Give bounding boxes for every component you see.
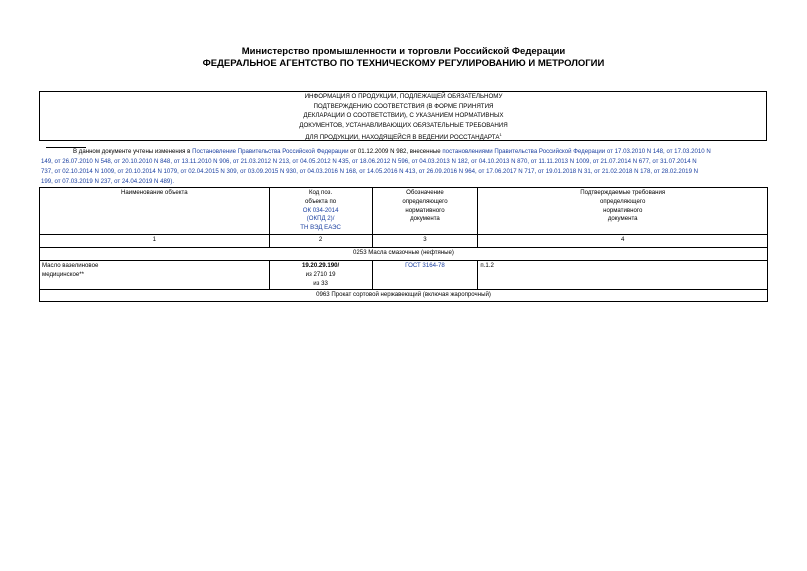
column-number: 2 xyxy=(269,235,372,248)
column-number: 4 xyxy=(478,235,768,248)
resolution-link[interactable]: Постановление Правительства Российской Федерации xyxy=(192,148,349,155)
header-document: Обозначение определяющего нормативного документа xyxy=(372,188,478,235)
info-line: ПОДТВЕРЖДЕНИЮ СООТВЕТСТВИЯ (В ФОРМЕ ПРИНЯТИЯ xyxy=(313,102,494,110)
section-row xyxy=(40,248,768,261)
okpd-link[interactable]: ОК 034-2014 xyxy=(302,206,339,214)
object-code: 19.20.29.190/ из 2710 19 из 33 xyxy=(269,261,372,290)
agency-title: ФЕДЕРАЛЬНОЕ АГЕНТСТВО ПО ТЕХНИЧЕСКОМУ РЕГУЛИРОВАНИЮ И МЕТРОЛОГИИ xyxy=(202,58,605,69)
info-line: ДЕКЛАРАЦИИ О СООТВЕТСТВИИ), С УКАЗАНИЕМ НОРМАТИВНЫХ xyxy=(303,112,504,120)
amendment-note: В данном документе учтены изменения в Постановление Правительства Российской Федерации от 01.12.2009 N 982, внесенные постановлениями Правительства Российской Федерации от 17.03.2010 N 148, от 17.03.2010 N 149, от 26.07.2010 N 548, от 20.10.2010 N 848, от 13.11.2010 N 906, от 21.03.2012 N 213, от 04.05.2012 N 435, от 18.06.2012 N 596, от 04.03.2013 N 182, от 04.10.2013 N 870, от 11.11.2013 N 1009, от 21.07.2014 N 677, от 31.07.2014 N 737, от 02.10.2014 N 1009, от 20.10.2014 N 1079, от 02.04.2015 N 309, от 03.09.2015 N 930, от 04.03.2016 N 168, от 14.05.2016 N 413, от 26.09.2016 N 964, от 17.06.2017 N 717, от 19.01.2018 N 31, от 21.02.2018 N 178, от 28.02.2019 N 199, от 07.03.2019 N 237, от 24.04.2019 N 489). xyxy=(41,147,768,187)
column-number-row xyxy=(40,235,768,248)
info-line: ДЛЯ ПРОДУКЦИИ, НАХОДЯЩЕЙСЯ В ВЕДЕНИИ РОССТАНДАРТА$^1$ xyxy=(305,132,502,142)
okpd2-link[interactable]: (ОКПД 2)/ xyxy=(306,215,335,223)
resolutions-link[interactable]: постановлениями Правительства Российской Федерации xyxy=(442,148,606,155)
header-code: Код поз. объекта по ОК 034-2014 (ОКПД 2)/ ТН ВЭД ЕАЭС xyxy=(269,188,372,235)
amendment-links-line[interactable]: 149, от 26.07.2010 N 548, от 20.10.2010 N 848, от 13.11.2010 N 906, от 21.03.2012 N 213, от 04.05.2012 N 435, от 18.06.2012 N 596, от 04.03.2013 N 182, от 04.10.2013 N 870, от 11.11.2013 N 1009, от 21.07.2014 N 677, от 31.07.2014 N xyxy=(41,158,697,165)
info-box-text xyxy=(0,92,807,143)
table-header-row xyxy=(40,188,768,235)
section-title: 0253 Масла смазочные (нефтяные) xyxy=(40,248,768,261)
section-row xyxy=(40,290,768,302)
column-number: 1 xyxy=(40,235,270,248)
footnote-mark: 1 xyxy=(499,132,502,138)
gost-link[interactable]: ГОСТ 3164-78 xyxy=(405,262,445,269)
amendment-links-line[interactable]: 737, от 02.10.2014 N 1009, от 20.10.2014 N 1079, от 02.04.2015 N 309, от 03.09.2015 N 930, от 04.03.2016 N 168, от 14.05.2016 N 413, от 26.09.2016 N 964, от 17.06.2017 N 717, от 19.01.2018 N 31, от 21.02.2018 N 178, от 28.02.2019 N xyxy=(41,168,699,175)
amendment-links-line[interactable]: 199, от 07.03.2019 N 237, от 24.04.2019 N 489). xyxy=(41,178,175,185)
ministry-title: Министерство промышленности и торговли Российской Федерации xyxy=(241,46,566,57)
section-title: 0963 Прокат сортовой нержавеющий (включая жаропрочный) xyxy=(40,290,768,302)
info-line: ДОКУМЕНТОВ, УСТАНАВЛИВАЮЩИХ ОБЯЗАТЕЛЬНЫЕ ТРЕБОВАНИЯ xyxy=(299,121,508,129)
info-line: ИНФОРМАЦИЯ О ПРОДУКЦИИ, ПОДЛЕЖАЩЕЙ ОБЯЗАТЕЛЬНОМУ xyxy=(304,93,503,100)
table-row xyxy=(40,261,768,290)
requirement: п.1.2 xyxy=(478,261,768,290)
header-requirements: Подтверждаемые требования определяющего нормативного документа xyxy=(478,188,768,235)
products-table xyxy=(39,187,768,302)
column-number: 3 xyxy=(372,235,478,248)
tnved-link[interactable]: ТН ВЭД ЕАЭС xyxy=(300,224,341,232)
object-name: Масло вазелиновое медицинское** xyxy=(40,261,270,290)
header-object-name: Наименование объекта xyxy=(40,188,270,235)
standard-doc xyxy=(372,261,478,290)
